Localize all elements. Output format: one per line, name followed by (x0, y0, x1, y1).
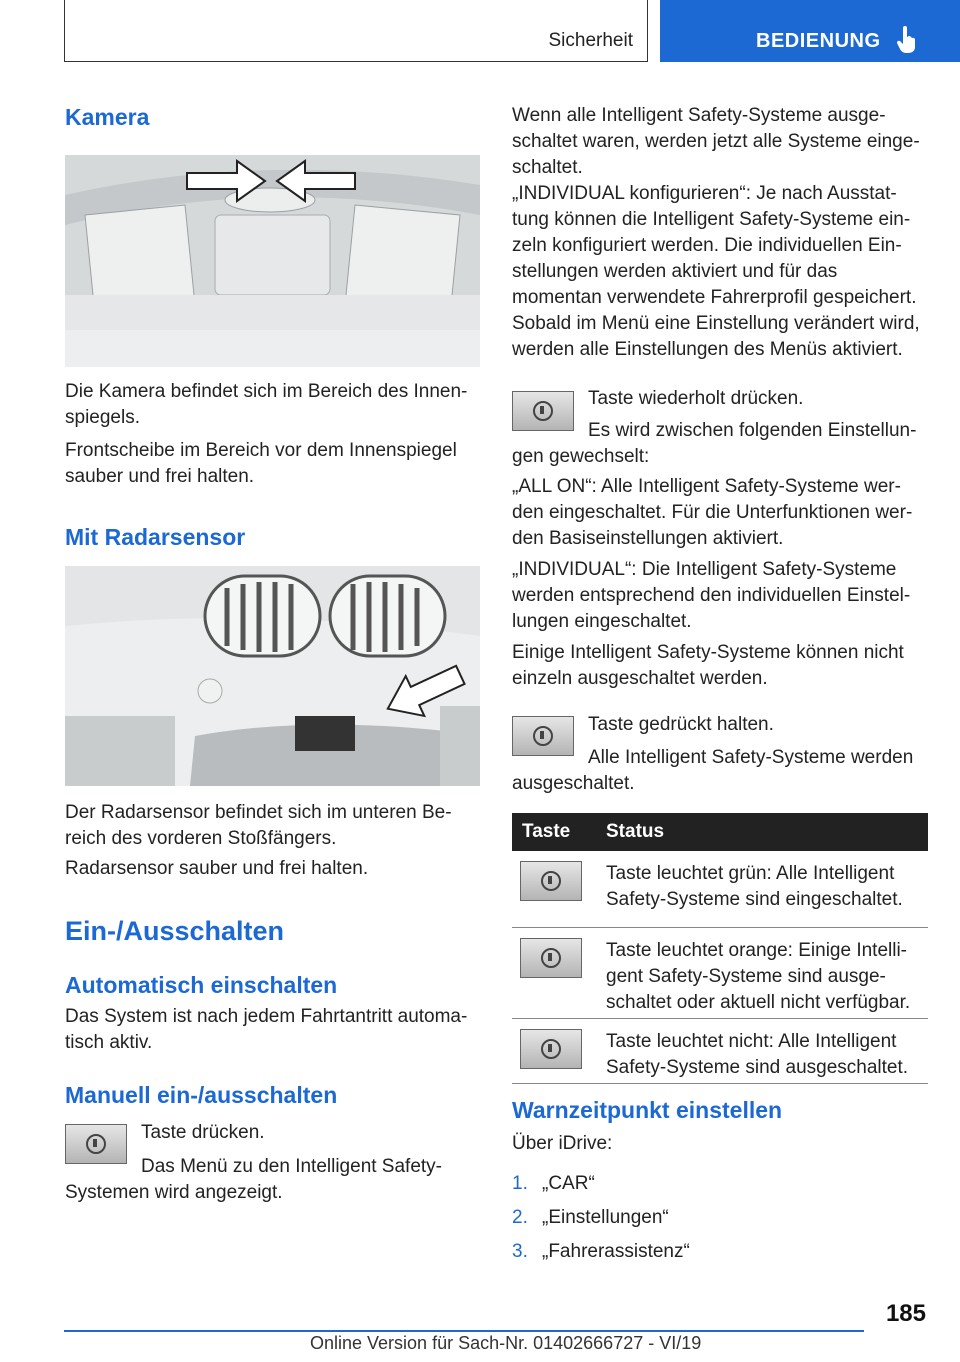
warn-heading: Warnzeitpunkt einstellen (512, 1097, 783, 1123)
btn2-text: Taste gedrückt halten. (588, 714, 774, 735)
safety-button-icon (520, 861, 582, 901)
header-section-label: Sicherheit (548, 30, 633, 51)
step-number: 2. (512, 1207, 528, 1228)
step-list (512, 1171, 690, 1273)
manual-text-a: Das Menü zu den Intelligent Safety- (141, 1156, 443, 1177)
safety-button-icon (520, 1029, 582, 1069)
table-row-status: Taste leuchtet orange: Einige Intelli-gent Safety-Systeme sind ausge-schaltet oder aktuell nicht verfügbar. (606, 928, 928, 1019)
btn1-text: Taste wiederholt drücken. (588, 388, 804, 409)
safety-button-icon (512, 391, 574, 431)
kamera-text-2: Frontscheibe im Bereich vor dem Innenspiegel sauber und frei halten. (65, 440, 457, 487)
camera-illustration (65, 155, 480, 367)
right-text-5: Einige Intelligent Safety-Systeme können nicht einzeln ausgeschaltet werden. (512, 642, 904, 689)
table-row-status: Taste leuchtet grün: Alle Intelligent Safety-Systeme sind eingeschaltet. (606, 851, 928, 928)
auto-text: Das System ist nach jedem Fahrtantritt automa-tisch aktiv. (65, 1006, 468, 1053)
btn2-text-b: ausgeschaltet. (512, 773, 635, 794)
header-section-box (64, 0, 648, 62)
list-item (512, 1171, 595, 1205)
manual-button-text: Taste drücken. (141, 1122, 265, 1143)
safety-button-icon (65, 1124, 127, 1164)
onoff-heading: Ein-/Ausschalten (65, 916, 285, 946)
table-row (512, 1019, 928, 1084)
btn1-text-b: gen gewechselt: (512, 446, 650, 467)
right-text-2: „INDIVIDUAL konfigurieren“: Je nach Ausstat-tung können die Intelligent Safety-Systeme ein-zeln konfiguriert werden. Die individuellen Ein-stellungen werden aktiviert und für das momentan verwendete Fahrerprofil gespeichert. Sobald im Menü eine Einstellung verändert wird, werden alle Einstellungen des Menüs aktiviert. (512, 183, 920, 360)
page-number: 185 (885, 1300, 926, 1327)
radar-text-1: Der Radarsensor befindet sich im unteren Be-reich des vorderen Stoßfängers. (65, 802, 452, 849)
safety-button-icon (520, 938, 582, 978)
list-item (512, 1239, 690, 1273)
step-text: „CAR“ (542, 1173, 595, 1194)
step-text: „Einstellungen“ (542, 1207, 669, 1228)
radar-heading: Mit Radarsensor (65, 524, 246, 550)
step-number: 1. (512, 1173, 528, 1194)
warn-intro: Über iDrive: (512, 1133, 613, 1154)
right-text-3: „ALL ON“: Alle Intelligent Safety-Systeme wer-den eingeschaltet. Für die Unterfunktionen wer-den Basiseinstellungen aktiviert. (512, 476, 913, 549)
radar-sensor-illustration (65, 566, 480, 786)
list-item (512, 1205, 669, 1239)
radar-text-2: Radarsensor sauber und frei halten. (65, 858, 369, 879)
step-text: „Fahrerassistenz“ (542, 1241, 690, 1262)
right-text-1: Wenn alle Intelligent Safety-Systeme ausge-schaltet waren, werden jetzt alle Systeme einge-schaltet. (512, 105, 920, 178)
kamera-text-1: Die Kamera befindet sich im Bereich des Innen-spiegels. (65, 381, 468, 428)
btn2-text-a: Alle Intelligent Safety-Systeme werden (588, 747, 914, 768)
header-chapter-tab[interactable] (660, 0, 960, 62)
status-table (512, 813, 928, 1084)
hand-pointer-icon (896, 26, 918, 54)
header-chapter-label: BEDIENUNG (756, 30, 881, 52)
step-number: 3. (512, 1241, 528, 1262)
table-row (512, 851, 928, 928)
manual-heading: Manuell ein-/ausschalten (65, 1082, 338, 1108)
table-header-taste: Taste (512, 813, 606, 851)
table-row (512, 928, 928, 1019)
table-header-status: Status (606, 813, 928, 851)
right-text-4: „INDIVIDUAL“: Die Intelligent Safety-Systeme werden entsprechend den individuellen Einstel-lungen eingeschaltet. (512, 559, 911, 632)
manual-text-b: Systemen wird angezeigt. (65, 1182, 283, 1203)
footer-divider (64, 1330, 864, 1332)
btn1-text-a: Es wird zwischen folgenden Einstellun- (588, 420, 917, 441)
table-row-status: Taste leuchtet nicht: Alle Intelligent Safety-Systeme sind ausgeschaltet. (606, 1019, 928, 1084)
safety-button-icon (512, 716, 574, 756)
footer-online-version: Online Version für Sach-Nr. 01402666727 - VI/19 (310, 1333, 702, 1353)
auto-heading: Automatisch einschalten (65, 972, 338, 998)
kamera-heading: Kamera (65, 104, 150, 130)
